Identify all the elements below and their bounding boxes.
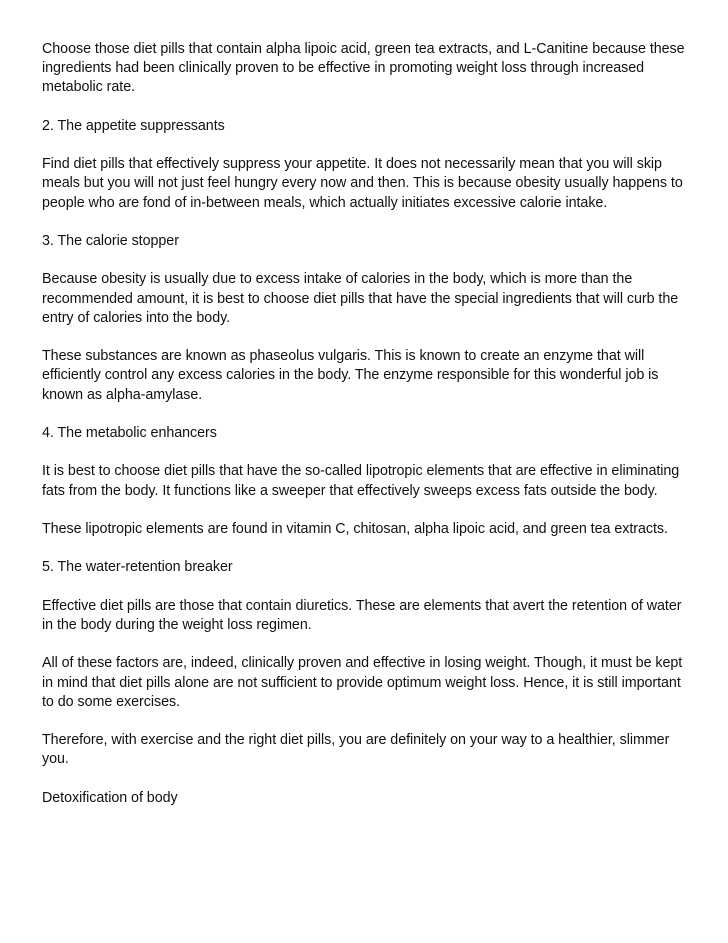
section-heading-metabolic-enhancers: 4. The metabolic enhancers [42,424,217,441]
paragraph-appetite: Find diet pills that effectively suppress your appetite. It does not necessarily mean that you will skip meals but you will not just feel hungry every now and then. This is because obesity usually happens to people who are fond of in-between meals, which actually initiates excessive calorie intake. [42,156,683,211]
section-heading-calorie-stopper: 3. The calorie stopper [42,232,179,249]
section-heading-appetite-suppressants: 2. The appetite suppressants [42,117,225,134]
section-heading-detoxification: Detoxification of body [42,789,178,806]
paragraph-exercise-importance: All of these factors are, indeed, clinically proven and effective in losing weight. Though, it must be kept in mind that diet pills alone are not sufficient to provide optimum weight loss. Hence, it is still important to do some exercises. [42,655,683,710]
paragraph-diuretics: Effective diet pills are those that contain diuretics. These are elements that avert the retention of water in the body during the weight loss regimen. [42,597,682,633]
paragraph-conclusion: Therefore, with exercise and the right diet pills, you are definitely on your way to a healthier, slimmer you. [42,732,670,768]
paragraph-lipotropic-sources: These lipotropic elements are found in vitamin C, chitosan, alpha lipoic acid, and green tea extracts. [42,520,668,537]
paragraph-calorie-intake: Because obesity is usually due to excess intake of calories in the body, which is more than the recommended amount, it is best to choose diet pills that have the special ingredients that will curb the entry of calories into the body. [42,271,679,326]
section-heading-water-retention-breaker: 5. The water-retention breaker [42,559,233,576]
document-body [42,40,692,827]
paragraph-phaseolus-vulgaris: These substances are known as phaseolus vulgaris. This is known to create an enzyme that will efficiently control any excess calories in the body. The enzyme responsible for this wonderful job is known as alpha-amylase. [42,348,659,403]
paragraph-ingredients: Choose those diet pills that contain alpha lipoic acid, green tea extracts, and L-Canitine because these ingredients had been clinically proven to be effective in promoting weight loss through increased metabolic rate. [42,41,685,96]
paragraph-lipotropic-elements: It is best to choose diet pills that have the so-called lipotropic elements that are effective in eliminating fats from the body. It functions like a sweeper that effectively sweeps excess fats outside the body. [42,463,680,499]
